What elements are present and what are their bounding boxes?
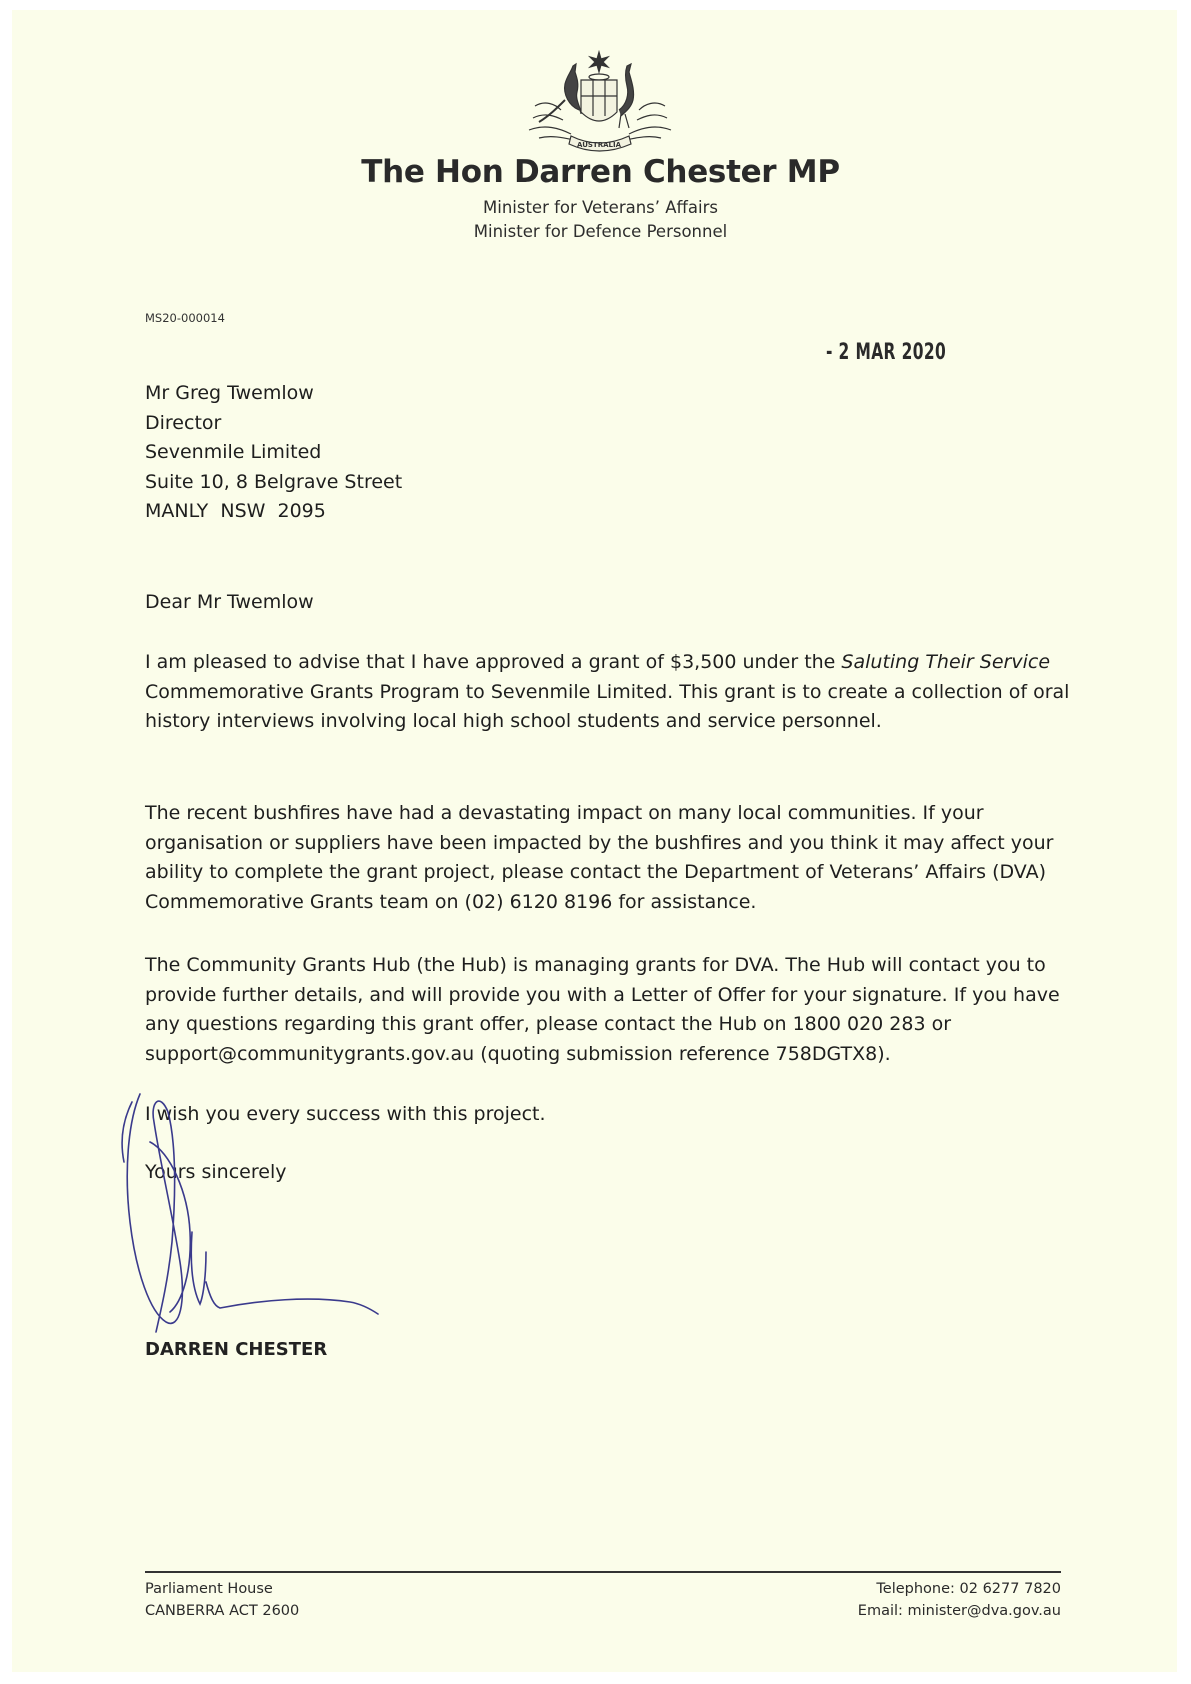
reference-number: MS20-000014 — [145, 311, 225, 325]
footer-telephone: Telephone: 02 6277 7820 — [876, 1581, 1061, 1597]
date-stamp: - 2 MAR 2020 — [826, 340, 947, 365]
program-name: Saluting Their Service — [841, 651, 1051, 673]
coat-of-arms-icon — [515, 50, 683, 156]
recipient-suburb: MANLY NSW 2095 — [145, 500, 326, 522]
recipient-address — [145, 379, 402, 527]
recipient-name: Mr Greg Twemlow — [145, 382, 314, 404]
footer-address — [145, 1578, 299, 1622]
footer-divider — [145, 1571, 1061, 1573]
minister-role-veterans: Minister for Veterans’ Affairs — [483, 198, 718, 217]
minister-name: The Hon Darren Chester MP — [361, 154, 840, 190]
minister-role-defence: Minister for Defence Personnel — [473, 222, 728, 241]
footer-address-line-1: Parliament House — [145, 1581, 273, 1597]
footer-address-line-2: CANBERRA ACT 2600 — [145, 1603, 300, 1619]
svg-text:AUSTRALIA: AUSTRALIA — [577, 141, 621, 149]
paragraph-community-grants-hub: The Community Grants Hub (the Hub) is managing grants for DVA. The Hub will contact you to provide further details, and will provide you with a Letter of Offer for your signature. If you have any questions regarding this grant offer, please contact the Hub on 1800 020 283 or support@communitygrants.gov.au (quoting submission reference 758DGTX8). — [145, 954, 1060, 1065]
sign-off: Yours sincerely — [145, 1161, 287, 1183]
paragraph-grant-approval — [145, 648, 1075, 737]
recipient-organisation: Sevenmile Limited — [145, 441, 322, 463]
recipient-title: Director — [145, 411, 222, 434]
footer-contact — [858, 1578, 1061, 1622]
recipient-street: Suite 10, 8 Belgrave Street — [145, 470, 403, 493]
paragraph-1-text: I am pleased to advise that I have approved a grant of $3,500 under the — [145, 651, 842, 673]
paragraph-1-text-cont: Commemorative Grants Program to Sevenmile Limited. This grant is to create a collection of oral history interviews involving local high school students and service personnel. — [145, 680, 1070, 732]
paragraph-bushfires: The recent bushfires have had a devastating impact on many local communities. If your organisation or suppliers have been impacted by the bushfires and you think it may affect your ability to complete the grant project, please contact the Department of Veterans’ Affairs (DVA) Commemorative Grants team on (02) 6120 8196 for assistance. — [145, 802, 1054, 913]
footer-email: Email: minister@dva.gov.au — [857, 1603, 1061, 1619]
salutation: Dear Mr Twemlow — [145, 591, 314, 613]
handwritten-signature — [110, 1082, 410, 1342]
closing-wish: I wish you every success with this project. — [145, 1103, 546, 1125]
signatory-name: DARREN CHESTER — [145, 1339, 328, 1360]
